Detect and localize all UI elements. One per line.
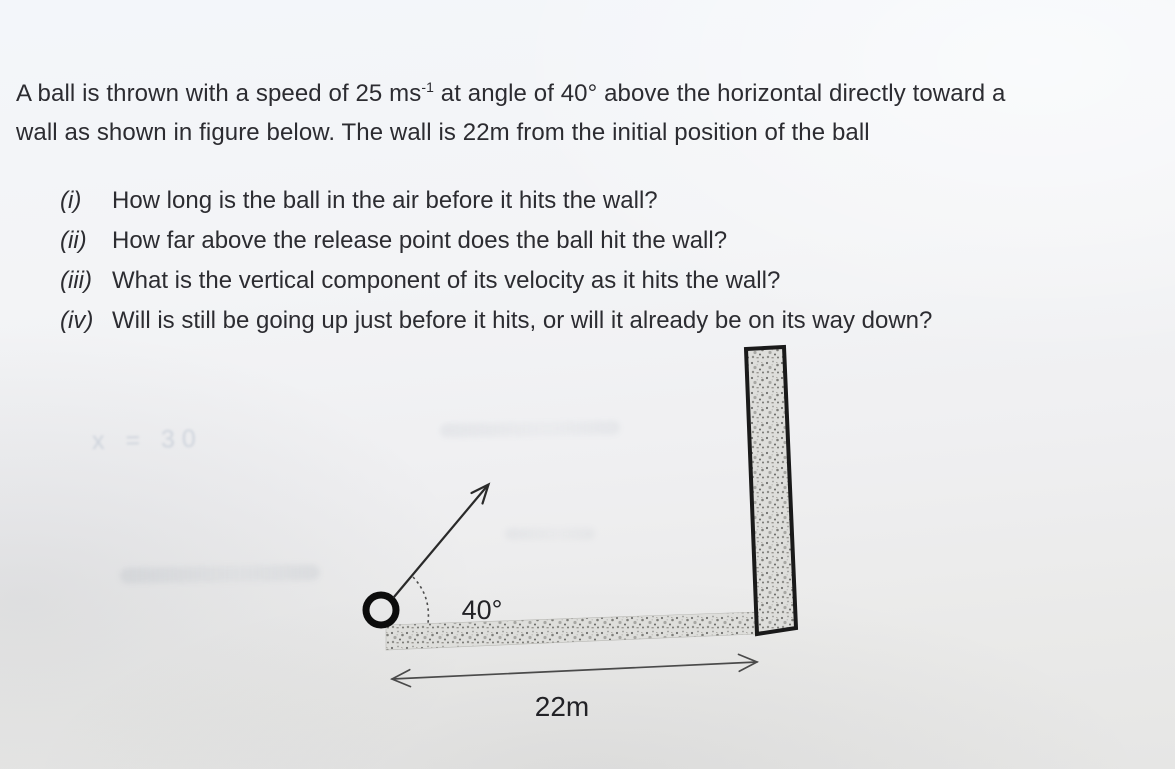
wall-icon — [746, 347, 796, 634]
question-text: Will is still be going up just before it hits, or will it already be on its way down? — [112, 307, 933, 334]
statement-line1-text: A ball is thrown with a speed of 25 ms — [16, 80, 422, 107]
question-text: How long is the ball in the air before it hits the wall? — [112, 187, 658, 214]
bleed-through-ghost-text: x = 30 — [91, 424, 204, 456]
question-marker: (i) — [60, 187, 82, 214]
question-text: How far above the release point does the ball hit the wall? — [112, 227, 728, 254]
ball-icon — [366, 595, 396, 625]
distance-arrow-icon — [392, 654, 757, 686]
angle-arc-icon — [413, 577, 428, 623]
statement-line1-tail: at angle of 40° above the horizontal directly toward a — [434, 80, 1006, 107]
question-text: What is the vertical component of its velocity as it hits the wall? — [112, 267, 781, 294]
exponent-superscript: -1 — [421, 79, 434, 95]
question-marker: (ii) — [60, 227, 87, 254]
question-marker: (iv) — [60, 307, 94, 334]
distance-label: 22m — [534, 691, 590, 722]
statement-line-2: wall as shown in figure below. The wall is 22m from the initial position of the ball — [16, 119, 870, 146]
velocity-arrow-icon — [394, 485, 489, 598]
question-marker: (iii) — [60, 267, 92, 294]
ground-icon — [386, 612, 756, 650]
angle-label: 40° — [461, 595, 503, 625]
